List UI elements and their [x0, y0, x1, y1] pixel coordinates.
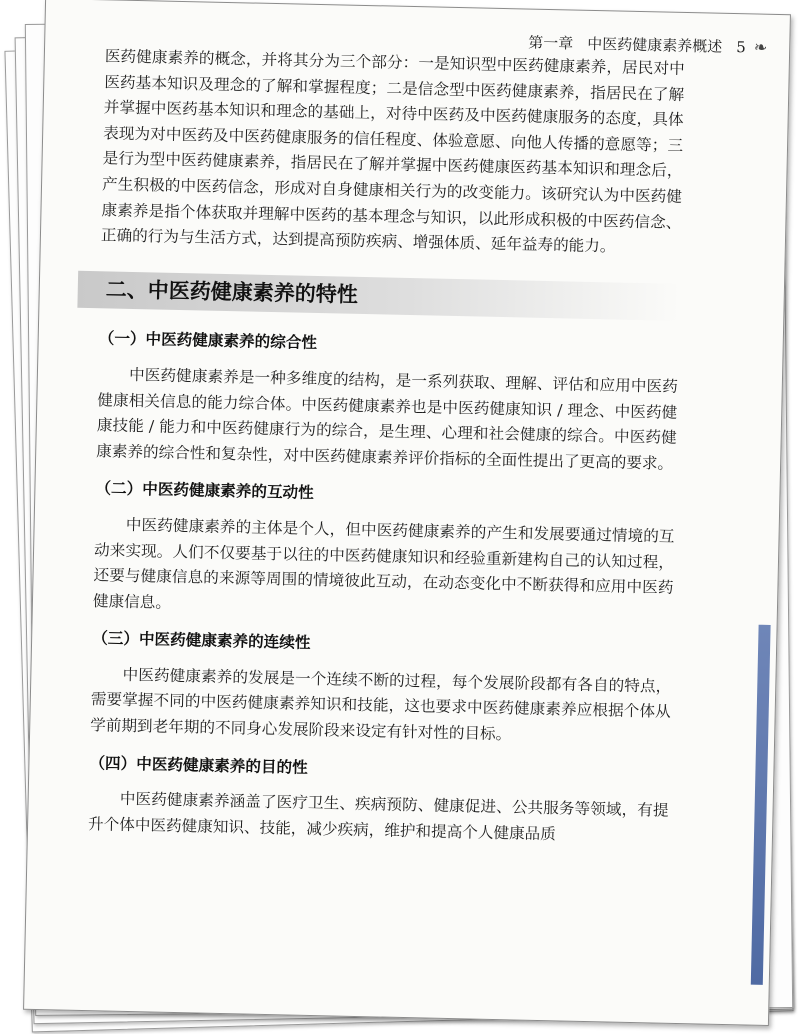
subsection-4-paragraph: 中医药健康素养涵盖了医疗卫生、疾病预防、健康促进、公共服务等领域，有提升个体中医药健康知识、技能，减少疾病，维护和提高个人健康品质 — [87, 790, 669, 844]
book-page — [23, 0, 791, 1026]
subsection-3-paragraph: 中医药健康素养的发展是一个连续不断的过程，每个发展阶段都有各自的特点，需要掌握不同的中医药健康素养知识和技能，这也要求中医药健康素养应根据个体从学前期到老年期的不同身心发展阶段来设定有针对性的目标。 — [90, 665, 672, 744]
subsection-1-title: （一）中医药健康素养的综合性 — [98, 329, 318, 353]
page-number: 5 — [736, 38, 747, 57]
chapter-label: 第一章 — [528, 33, 574, 53]
subsection-2-paragraph: 中医药健康素养的主体是个人，但中医药健康素养的产生和发展要通过情境的互动来实现。人们不仅要基于以往的中医药健康知识和经验重新建构自己的认知过程，还要与健康信息的来源等周围的情境彼此互动，在动态变化中不断获得和应用中医药健康信息。 — [92, 515, 675, 612]
subsection-4-title: （四）中医药健康素养的目的性 — [89, 753, 308, 777]
page-body — [88, 44, 685, 854]
chapter-title: 中医药健康素养概述 — [587, 34, 723, 56]
subsection-1-paragraph: 中医药健康素养是一种多维度的结构，是一系列获取、理解、评估和应用中医药健康相关信息的能力综合体。中医药健康素养也是中医药健康知识 / 理念、中医药健康技能 / 能力和中医药健康行为的综合，是生理、心理和社会健康的综合。中医药健康素养的综合性和复杂性，对中医药健康素养评价指标的全面性提出了更高的要求。 — [96, 365, 678, 473]
subsection-3-title: （三）中医药健康素养的连续性 — [91, 629, 311, 653]
intro-paragraph: 医药健康素养的概念，并将其分为三个部分：一是知识型中医药健康素养，居民对中医药基本知识及理念的了解和掌握程度；二是信念型中医药健康素养，指居民在了解并掌握中医药基本知识和理念的基础上，对待中医药及中医药健康服务的态度，具体表现为对中医药及中医药健康服务的信任程度、体验意愿、向他人传播的意愿等；三是行为型中医药健康素养，指居民在了解并掌握中医药健康医药基本知识和理念后，产生积极的中医药信念，形成对自身健康相关行为的改变能力。该研究认为中医药健康素养是指个体获取并理解中医药的基本理念与知识，以此形成积极的中医药信念、正确的行为与生活方式，达到提高预防疾病、增强体质、延年益寿的能力。 — [100, 47, 685, 256]
subsection-2-title: （二）中医药健康素养的互动性 — [95, 479, 314, 503]
ornament-icon: ❧ — [753, 37, 768, 57]
book-cover-edge — [751, 625, 771, 985]
section-title: 二、中医药健康素养的特性 — [77, 271, 680, 322]
